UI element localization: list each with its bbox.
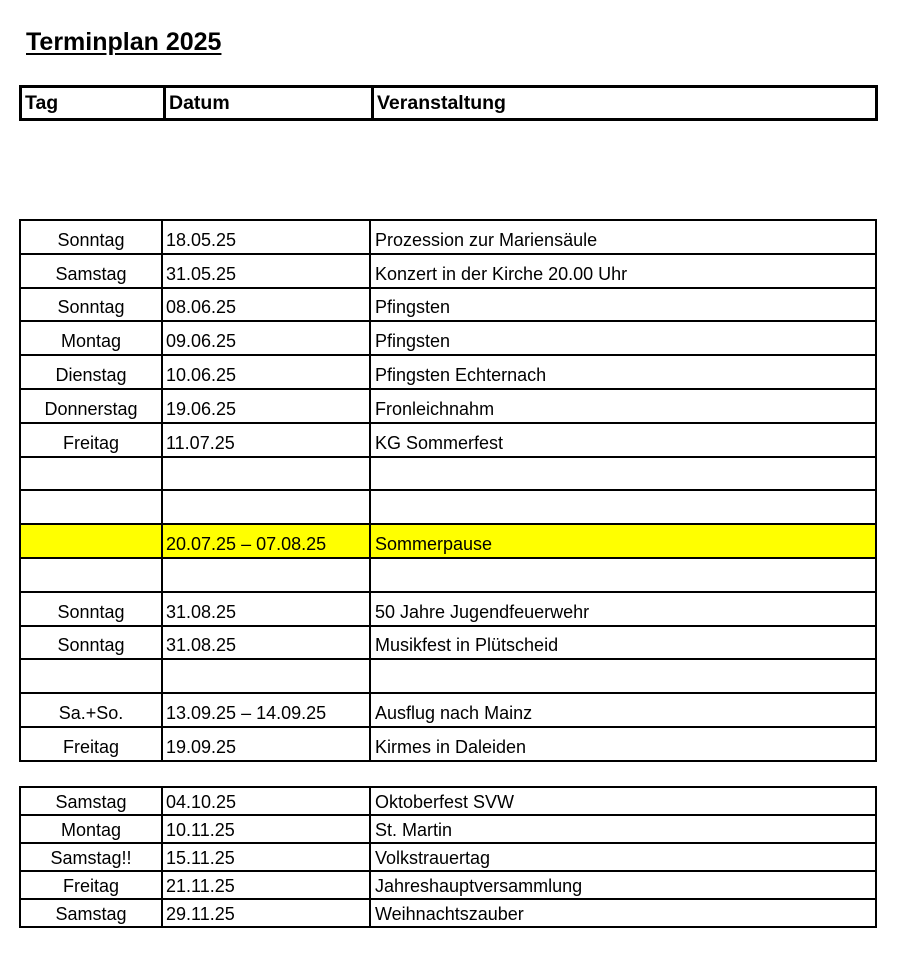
cell-veranstaltung: KG Sommerfest <box>369 424 875 456</box>
cell-datum: 18.05.25 <box>161 221 369 253</box>
cell-tag: Donnerstag <box>44 398 138 419</box>
cell-tag: Samstag <box>55 263 127 284</box>
cell-veranstaltung: Volkstrauertag <box>369 844 875 870</box>
cell-tag: Montag <box>60 331 122 352</box>
table-row <box>21 356 875 390</box>
cell-tag <box>21 458 161 490</box>
cell-datum: 29.11.25 <box>161 900 369 926</box>
cell-tag: Sonntag <box>57 297 125 318</box>
cell-tag: Samstag!! <box>50 848 132 868</box>
cell-veranstaltung: Pfingsten <box>369 322 875 354</box>
table-row <box>21 390 875 424</box>
cell-veranstaltung: Kirmes in Daleiden <box>369 728 875 760</box>
table-row <box>21 255 875 289</box>
cell-veranstaltung <box>369 491 875 523</box>
cell-tag <box>21 559 161 591</box>
table-row <box>21 525 875 559</box>
cell-tag: Freitag <box>62 432 120 453</box>
cell-veranstaltung: Prozession zur Mariensäule <box>369 221 875 253</box>
table-row <box>21 289 875 323</box>
cell-veranstaltung: Sommerpause <box>369 525 875 557</box>
table-row <box>21 458 875 492</box>
cell-datum: 10.06.25 <box>161 356 369 388</box>
cell-veranstaltung: 50 Jahre Jugendfeuerwehr <box>369 593 875 625</box>
table-row <box>21 788 875 816</box>
cell-datum: 21.11.25 <box>161 872 369 898</box>
cell-tag: Montag <box>60 820 122 840</box>
cell-veranstaltung: St. Martin <box>369 816 875 842</box>
table-header <box>19 85 878 121</box>
table-row <box>21 424 875 458</box>
cell-datum: 31.05.25 <box>161 255 369 287</box>
cell-veranstaltung <box>369 458 875 490</box>
event-table-2 <box>19 786 877 928</box>
table-row <box>21 322 875 356</box>
table-row <box>21 593 875 627</box>
table-row <box>21 872 875 900</box>
cell-veranstaltung: Ausflug nach Mainz <box>369 694 875 726</box>
cell-datum: 31.08.25 <box>161 593 369 625</box>
header-tag: Tag <box>25 92 59 114</box>
cell-veranstaltung <box>369 660 875 692</box>
cell-tag <box>21 491 161 523</box>
table-row <box>21 728 875 762</box>
cell-datum: 31.08.25 <box>161 627 369 659</box>
cell-veranstaltung: Pfingsten <box>369 289 875 321</box>
cell-datum <box>161 559 369 591</box>
table-row <box>21 694 875 728</box>
table-row <box>21 559 875 593</box>
cell-veranstaltung: Konzert in der Kirche 20.00 Uhr <box>369 255 875 287</box>
cell-veranstaltung: Jahreshauptversammlung <box>369 872 875 898</box>
table-row <box>21 491 875 525</box>
cell-datum: 20.07.25 – 07.08.25 <box>161 525 369 557</box>
cell-datum: 13.09.25 – 14.09.25 <box>161 694 369 726</box>
cell-datum: 11.07.25 <box>161 424 369 456</box>
cell-tag: Samstag <box>55 904 127 924</box>
cell-veranstaltung: Oktoberfest SVW <box>369 788 875 814</box>
table-row <box>21 900 875 928</box>
cell-datum <box>161 491 369 523</box>
cell-datum: 04.10.25 <box>161 788 369 814</box>
cell-tag: Sonntag <box>57 635 125 656</box>
cell-veranstaltung <box>369 559 875 591</box>
cell-tag: Sonntag <box>57 601 125 622</box>
cell-veranstaltung: Musikfest in Plütscheid <box>369 627 875 659</box>
table-row <box>21 221 875 255</box>
cell-veranstaltung: Fronleichnahm <box>369 390 875 422</box>
cell-tag: Samstag <box>55 792 127 812</box>
table-row <box>21 844 875 872</box>
header-datum: Datum <box>163 88 371 118</box>
cell-veranstaltung: Pfingsten Echternach <box>369 356 875 388</box>
header-veranstaltung: Veranstaltung <box>371 88 875 118</box>
cell-tag: Sa.+So. <box>58 703 124 724</box>
cell-tag: Dienstag <box>55 365 127 386</box>
table-row <box>21 627 875 661</box>
cell-tag <box>21 660 161 692</box>
cell-datum: 19.09.25 <box>161 728 369 760</box>
cell-datum: 10.11.25 <box>161 816 369 842</box>
cell-veranstaltung: Weihnachtszauber <box>369 900 875 926</box>
cell-datum: 15.11.25 <box>161 844 369 870</box>
cell-datum: 09.06.25 <box>161 322 369 354</box>
cell-tag: Freitag <box>62 736 120 757</box>
cell-datum <box>161 660 369 692</box>
table-row <box>21 660 875 694</box>
cell-tag: Freitag <box>62 876 120 896</box>
cell-datum <box>161 458 369 490</box>
page-title: Terminplan 2025 <box>26 28 222 56</box>
cell-tag <box>21 525 161 557</box>
cell-datum: 08.06.25 <box>161 289 369 321</box>
cell-tag: Sonntag <box>57 229 125 250</box>
cell-datum: 19.06.25 <box>161 390 369 422</box>
event-table-1 <box>19 219 877 762</box>
table-row <box>21 816 875 844</box>
